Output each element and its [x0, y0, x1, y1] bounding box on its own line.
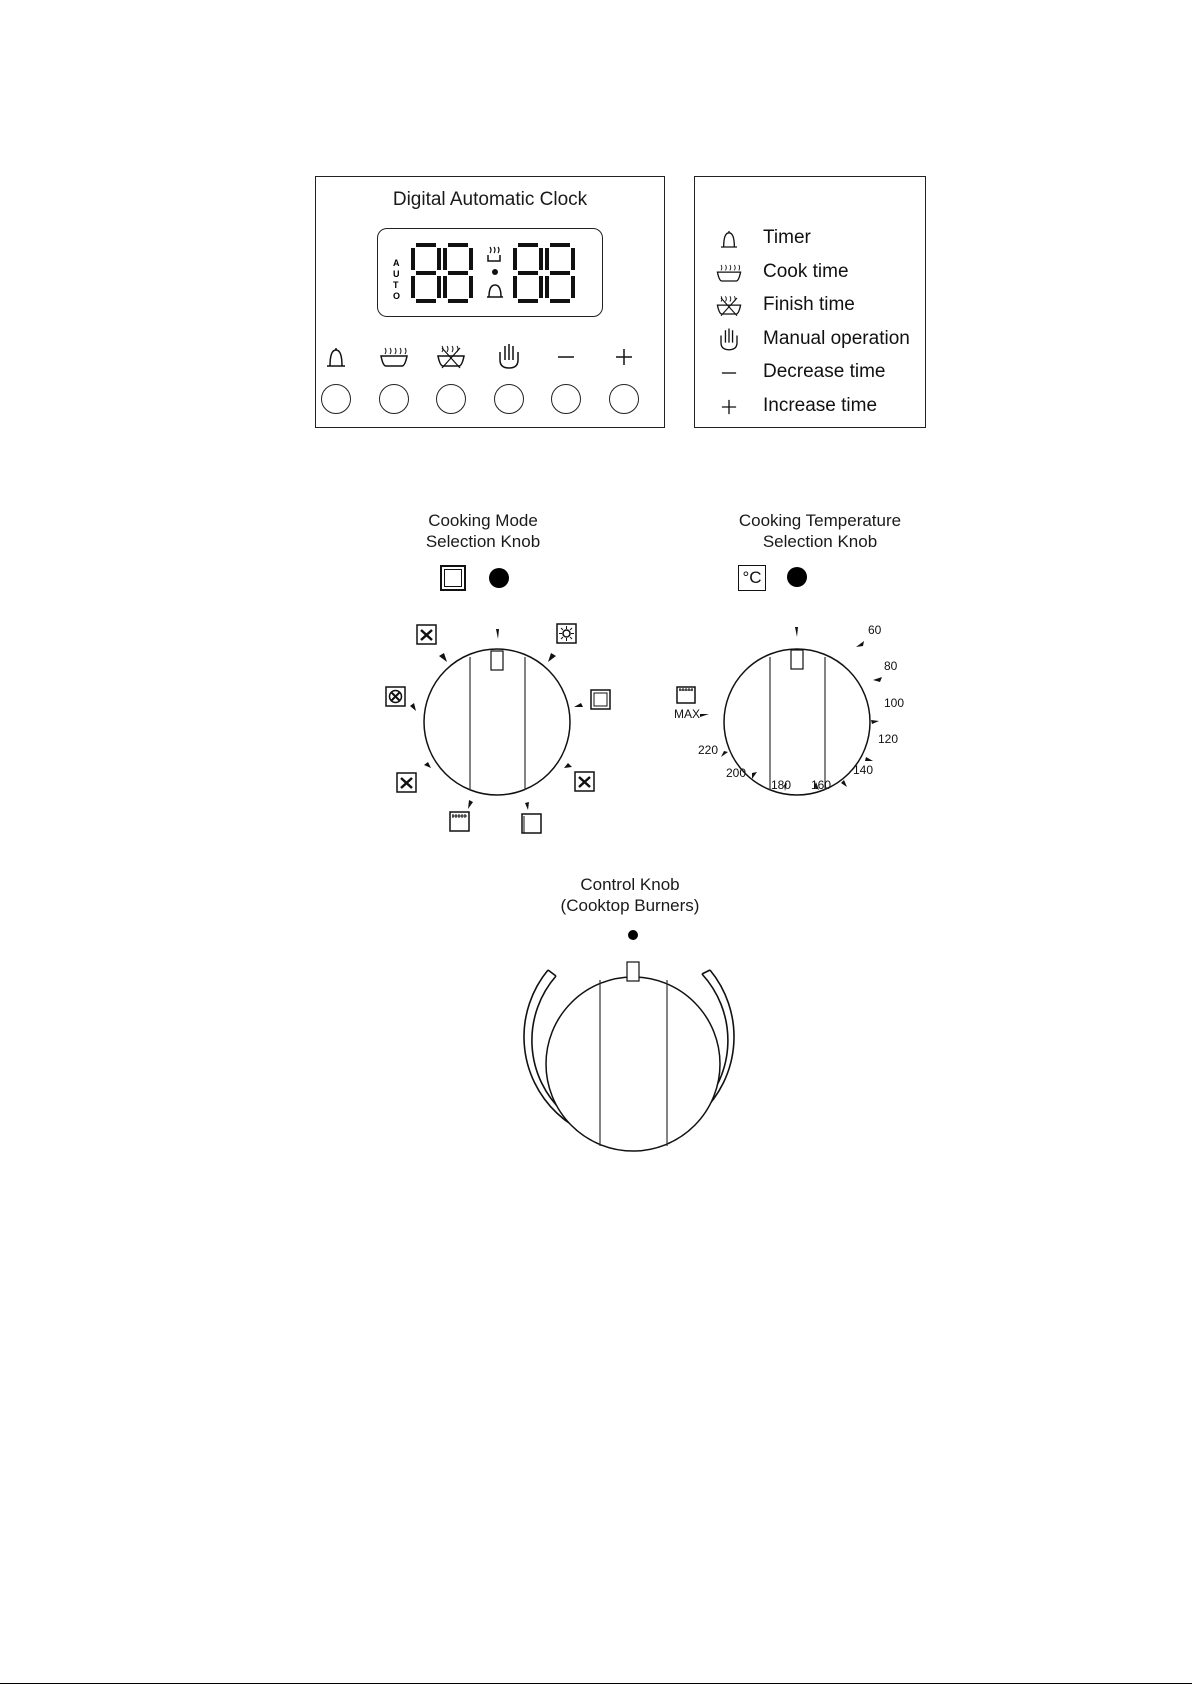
- legend-icon: [713, 393, 741, 421]
- temp-scale-marker: [841, 780, 847, 787]
- clock-button-minus[interactable]: [551, 384, 581, 414]
- legend-label: Finish time: [763, 294, 855, 315]
- burner-knob[interactable]: [546, 977, 720, 1151]
- clock-button-icon: [606, 342, 642, 372]
- minus-icon: [548, 342, 584, 372]
- temp-scale-marker: [865, 757, 873, 761]
- temp-scale-label: 140: [853, 763, 874, 777]
- celsius-icon: [738, 565, 766, 591]
- hand-icon: [491, 342, 527, 372]
- temp-knob-pointer: [791, 650, 803, 669]
- clock-button-icon: [491, 342, 527, 372]
- legend-item: [695, 225, 925, 255]
- burner-knob-title-line1: Control Knob: [580, 875, 680, 894]
- legend-icon: [713, 326, 741, 354]
- minus-icon: [713, 359, 745, 387]
- display-cook-icon: [488, 255, 500, 261]
- celsius-label: °C: [742, 568, 762, 587]
- clock-display-graphic: [378, 229, 604, 318]
- legend-icon: [713, 292, 741, 320]
- clock-button-icon: [318, 342, 354, 372]
- display-digit: [413, 245, 439, 301]
- temp-scale-label: 80: [884, 659, 898, 673]
- temp-scale-label: 120: [878, 732, 899, 746]
- display-digit: [445, 245, 471, 301]
- fan-bottom-heat-icon: [575, 772, 594, 791]
- conventional-icon: [591, 690, 610, 709]
- finish-time-icon: [713, 292, 745, 320]
- legend-icon: [713, 225, 741, 253]
- clock-display: [377, 228, 603, 317]
- page-bottom-rule: [0, 1683, 1192, 1684]
- fan-grill-bottom-icon: [397, 773, 416, 792]
- legend-item: [695, 393, 925, 423]
- clock-button-icon: [433, 342, 469, 372]
- plus-icon: [606, 342, 642, 372]
- cook-time-icon: [376, 342, 412, 372]
- mode-knob-title: [383, 510, 583, 552]
- temp-scale-marker: [856, 641, 864, 647]
- clock-button-hand[interactable]: [494, 384, 524, 414]
- clock-button-icon: [548, 342, 584, 372]
- mode-indicator-dot: [489, 568, 509, 588]
- grill-icon: [450, 812, 469, 831]
- temp-scale-marker: [871, 720, 879, 724]
- temp-knob-title: [700, 510, 940, 552]
- legend-label: Manual operation: [763, 327, 910, 349]
- bell-icon: [318, 342, 354, 372]
- legend-icon: [713, 359, 741, 387]
- bell-icon: [713, 225, 745, 253]
- hand-icon: [713, 326, 745, 354]
- legend-label: Cook time: [763, 260, 849, 282]
- mode-knob-title-line2: Selection Knob: [425, 532, 541, 551]
- display-digit: [547, 245, 573, 301]
- legend-item: [695, 359, 925, 389]
- plus-icon: [713, 393, 745, 421]
- temp-scale-marker: [873, 677, 882, 682]
- temp-scale-label: 200: [725, 766, 746, 780]
- mode-knob[interactable]: [424, 649, 570, 795]
- legend-list: [695, 225, 925, 425]
- temp-knob-title-line1: Cooking Temperature: [738, 511, 902, 530]
- clock-panel: [315, 176, 665, 428]
- max-label: MAX: [674, 707, 701, 721]
- temp-knob-dial[interactable]: [660, 610, 920, 840]
- bottom-heat-icon: [522, 814, 541, 833]
- legend-label: Decrease time: [763, 361, 886, 382]
- fan-grill-icon: [417, 625, 436, 644]
- legend-panel: [694, 176, 926, 428]
- temp-scale-label: 220: [697, 743, 718, 757]
- legend-label: Increase time: [763, 394, 878, 416]
- temp-scale-label: 100: [884, 696, 905, 710]
- legend-icon: [713, 259, 741, 287]
- auto-label-t: T: [393, 280, 399, 290]
- temp-indicator-dot: [787, 567, 807, 587]
- display-bell-icon: [487, 285, 503, 297]
- clock-button-icon: [376, 342, 412, 372]
- burner-knob-dial[interactable]: [510, 950, 760, 1160]
- burner-knob-title-line2: (Cooktop Burners): [560, 896, 700, 915]
- display-digit: [515, 245, 541, 301]
- clock-colon-top: [492, 269, 498, 275]
- temp-scale-marker: [721, 751, 728, 757]
- mode-knob-pointer: [491, 651, 503, 670]
- oven-frame-icon: [440, 565, 466, 591]
- mode-knob-dial[interactable]: [360, 610, 620, 840]
- clock-button-cook-time[interactable]: [379, 384, 409, 414]
- temp-scale-label: 180: [770, 778, 792, 792]
- temp-knob-title-line2: Selection Knob: [762, 532, 878, 551]
- fan-icon: [386, 687, 405, 706]
- legend-item: [695, 292, 925, 322]
- burner-indicator-dot: [628, 930, 638, 940]
- clock-button-bell[interactable]: [321, 384, 351, 414]
- legend-item: [695, 326, 925, 356]
- legend-label: Timer: [763, 227, 811, 248]
- burner-knob-title: [530, 874, 730, 916]
- temp-scale-label: 60: [868, 623, 882, 637]
- auto-label-u: U: [393, 269, 400, 279]
- clock-button-plus[interactable]: [609, 384, 639, 414]
- clock-button-finish-time[interactable]: [436, 384, 466, 414]
- mode-knob-title-line1: Cooking Mode: [428, 511, 538, 530]
- auto-label-o: O: [393, 291, 401, 301]
- clock-buttons: [316, 342, 664, 422]
- burner-knob-pointer: [627, 962, 639, 981]
- finish-time-icon: [433, 342, 469, 372]
- cook-time-icon: [713, 259, 745, 287]
- light-icon: [557, 624, 576, 643]
- max-grill-icon: [677, 687, 695, 703]
- legend-item: [695, 259, 925, 289]
- temp-scale-label: 160: [810, 778, 832, 792]
- auto-label-a: A: [393, 258, 400, 268]
- clock-title: Digital Automatic Clock: [392, 189, 588, 210]
